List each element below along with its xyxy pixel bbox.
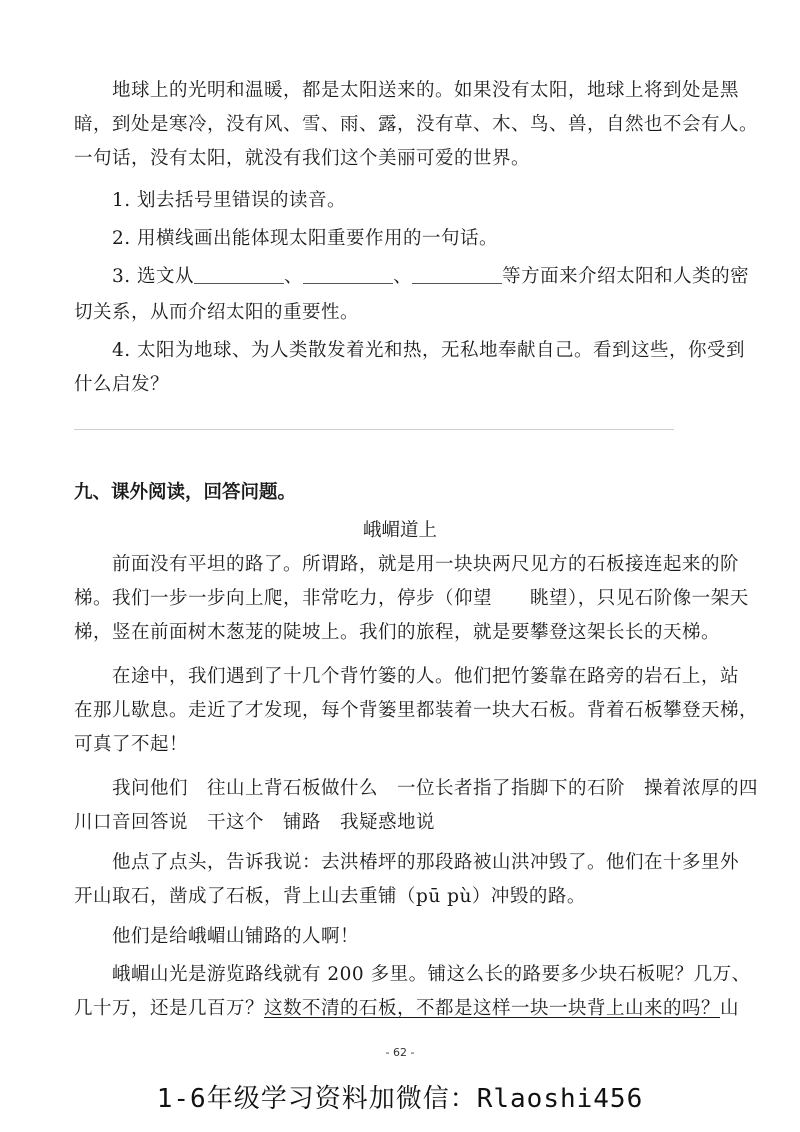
article-paragraph-3-cont <box>74 806 730 840</box>
question-3-line-2: 切关系，从而介绍太阳的重要性。 <box>74 302 360 323</box>
question-2 <box>74 222 730 256</box>
question-3-cont <box>74 296 730 330</box>
article-p2-line-3: 可真了不起！ <box>74 734 189 755</box>
article-p5-line-1: 他们是给峨嵋山铺路的人啊！ <box>112 926 360 947</box>
question-3-prefix: 3. 选文从 <box>112 266 195 287</box>
question-2-text: 2. 用横线画出能体现太阳重要作用的一句话。 <box>112 228 499 249</box>
passage1-line-2: 暗，到处是寒冷，没有风、雪、雨、露，没有草、木、鸟、兽，自然也不会有人。 <box>74 114 759 135</box>
article-p4-line-2: 开山取石，凿成了石板，背上山去重铺（pū pù）冲毁的路。 <box>74 886 586 907</box>
question-4-line-1: 4. 太阳为地球、为人类散发着光和热，无私地奉献自己。看到这些，你受到 <box>112 340 746 361</box>
article-p2-line-1: 在途中，我们遇到了十几个背竹篓的人。他们把竹篓靠在路旁的岩石上，站 <box>112 666 740 687</box>
article-paragraph-2-cont <box>74 694 759 762</box>
article-p2-line-2: 在那儿歇息。走近了才发现，每个背篓里都装着一块大石板。背着石板攀登天梯， <box>74 700 759 721</box>
blank-1[interactable] <box>194 263 284 284</box>
article-p1-line-2: 梯。我们一步一步向上爬，非常吃力，停步（仰望 眺望），只见石阶像一架天 <box>74 588 749 609</box>
article-paragraph-1-cont <box>74 582 749 650</box>
passage1-paragraph-cont <box>74 108 759 176</box>
article-paragraph-4 <box>74 846 740 880</box>
article-p3-line-1: 我问他们 往山上背石板做什么 一位长者指了指脚下的石阶 操着浓厚的四 <box>112 778 759 799</box>
article-paragraph-6-cont <box>74 992 740 1026</box>
blank-3[interactable] <box>412 263 502 284</box>
question-1-text: 1. 划去括号里错误的读音。 <box>112 190 347 211</box>
article-p4-line-1: 他点了点头，告诉我说：去洪椿坪的那段路被山洪冲毁了。他们在十多里外 <box>112 852 740 873</box>
answer-line[interactable] <box>74 429 674 430</box>
passage1-paragraph <box>74 74 740 108</box>
underlined-sentence: 这数不清的石板，不都是这样一块一块背上山来的吗？ <box>264 998 721 1019</box>
question-4-line-2: 什么启发？ <box>74 374 170 395</box>
passage1-line-3: 一句话，没有太阳，就没有我们这个美丽可爱的世界。 <box>74 148 531 169</box>
article-p1-line-3: 梯，竖在前面树木葱茏的陡坡上。我们的旅程，就是要攀登这架长长的天梯。 <box>74 622 721 643</box>
article-p1-line-1: 前面没有平坦的路了。所谓路，就是用一块块两尺见方的石板接连起来的阶 <box>112 554 740 575</box>
article-p6-line-2-suffix: 山 <box>720 998 740 1019</box>
article-paragraph-2 <box>74 660 740 694</box>
article-paragraph-6 <box>74 958 751 992</box>
article-paragraph-5 <box>74 920 730 954</box>
article-title: 峨嵋道上 <box>362 520 437 541</box>
question-3 <box>74 260 750 294</box>
article-p6-line-2-prefix: 几十万，还是几百万？ <box>74 998 265 1019</box>
section-9-title: 九、课外阅读，回答问题。 <box>74 482 297 503</box>
footer-watermark: 1-6年级学习资料加微信：Rlaoshi456 <box>156 1084 644 1114</box>
article-p6-line-2 <box>74 992 740 1026</box>
article-paragraph-4-cont <box>74 880 730 914</box>
article-paragraph-3 <box>74 772 759 806</box>
passage1-line-1: 地球上的光明和温暖，都是太阳送来的。如果没有太阳，地球上将到处是黑 <box>112 80 740 101</box>
page-number: - 62 - <box>385 1046 415 1059</box>
article-p3-line-2: 川口音回答说 干这个 铺路 我疑惑地说 <box>74 812 436 833</box>
question-3-line-1 <box>112 260 750 294</box>
article-p6-line-1: 峨嵋山光是游览路线就有 200 多里。铺这么长的路要多少块石板呢？几万、 <box>112 964 751 985</box>
question-3-sep-1: 、 <box>284 266 304 287</box>
blank-2[interactable] <box>303 263 393 284</box>
question-4-cont <box>74 368 730 402</box>
question-3-suffix: 等方面来介绍太阳和人类的密 <box>502 266 750 287</box>
question-3-sep-2: 、 <box>393 266 413 287</box>
article-paragraph-1 <box>74 548 740 582</box>
question-4 <box>74 334 746 368</box>
question-1 <box>74 184 730 218</box>
